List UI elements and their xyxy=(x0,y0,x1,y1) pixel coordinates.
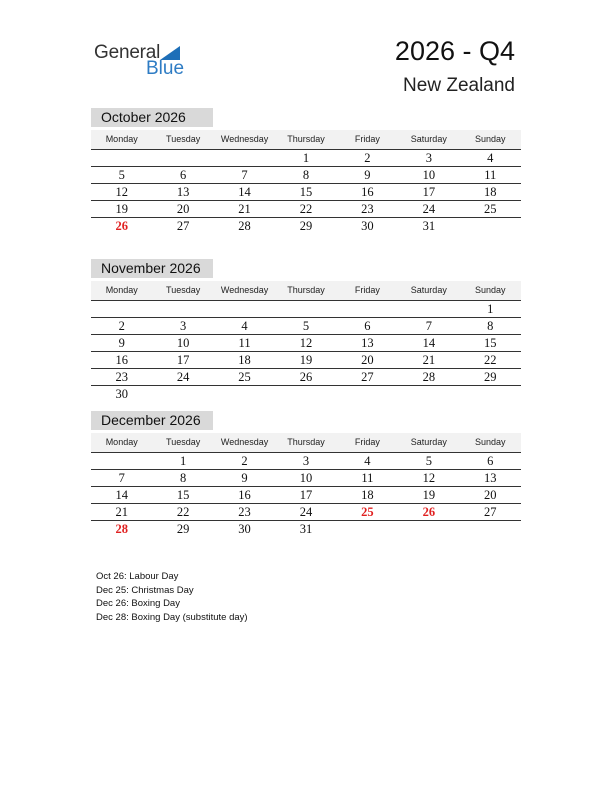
holiday-note: Dec 28: Boxing Day (substitute day) xyxy=(96,611,248,623)
day-cell: 17 xyxy=(176,353,190,367)
day-cell: 11 xyxy=(361,471,374,485)
week-row xyxy=(91,386,521,402)
empty-day-cell xyxy=(214,301,275,317)
day-cell: 31 xyxy=(422,219,436,233)
weekday-label: Saturday xyxy=(410,134,447,144)
day-cell: 15 xyxy=(299,185,313,199)
empty-day-cell xyxy=(214,386,275,402)
day-cell: 26 xyxy=(115,219,128,233)
day-cell: 31 xyxy=(299,522,313,536)
month-december xyxy=(91,411,521,537)
day-cell: 13 xyxy=(483,471,497,485)
day-cell: 21 xyxy=(238,202,251,216)
month-header: December 2026 xyxy=(91,411,213,430)
day-cell: 6 xyxy=(487,454,494,468)
day-cell: 30 xyxy=(238,522,251,536)
day-cell: 18 xyxy=(361,488,374,502)
day-cell: 13 xyxy=(361,336,374,350)
day-cell: 4 xyxy=(241,319,248,333)
day-cell: 14 xyxy=(238,185,251,199)
day-cell: 6 xyxy=(180,168,187,182)
day-cell: 23 xyxy=(238,505,251,519)
weekday-label: Sunday xyxy=(474,134,506,144)
weekday-label: Sunday xyxy=(474,437,506,447)
day-cell: 16 xyxy=(238,488,251,502)
day-cell: 17 xyxy=(422,185,436,199)
month-november xyxy=(91,259,521,402)
day-cell: 15 xyxy=(176,488,190,502)
day-cell: 25 xyxy=(483,202,497,216)
holiday-notes xyxy=(96,570,248,624)
week-row xyxy=(91,218,521,234)
week-row xyxy=(91,318,521,335)
day-cell: 3 xyxy=(302,454,310,468)
weekday-label: Tuesday xyxy=(166,285,201,295)
day-cell: 29 xyxy=(176,522,190,536)
day-cell: 17 xyxy=(299,488,313,502)
day-cell: 4 xyxy=(487,151,494,165)
weekday-label: Friday xyxy=(354,437,380,447)
week-row xyxy=(91,335,521,352)
week-row xyxy=(91,352,521,369)
week-row xyxy=(91,167,521,184)
weekday-label: Friday xyxy=(354,285,380,295)
day-cell: 10 xyxy=(299,471,313,485)
country-name: New Zealand xyxy=(403,75,515,96)
day-cell: 19 xyxy=(422,488,436,502)
empty-day-cell xyxy=(214,150,275,166)
weekday-label: Friday xyxy=(354,134,380,144)
weekday-label: Thursday xyxy=(287,134,325,144)
day-cell: 18 xyxy=(238,353,251,367)
day-cell: 22 xyxy=(483,353,497,367)
day-cell: 20 xyxy=(483,488,497,502)
empty-day-cell xyxy=(337,301,398,317)
day-cell: 22 xyxy=(176,505,190,519)
empty-day-cell xyxy=(91,301,152,317)
day-cell: 30 xyxy=(115,387,128,401)
day-cell: 10 xyxy=(176,336,190,350)
day-cell: 25 xyxy=(361,505,374,519)
weekday-label: Monday xyxy=(105,134,138,144)
day-cell: 7 xyxy=(425,319,432,333)
holiday-note: Dec 26: Boxing Day xyxy=(96,598,180,610)
empty-day-cell xyxy=(152,301,213,317)
day-cell: 27 xyxy=(361,370,374,384)
weekday-label: Wednesday xyxy=(220,285,269,295)
day-cell: 5 xyxy=(425,454,432,468)
weekday-header-row xyxy=(91,433,521,453)
day-cell: 1 xyxy=(180,454,187,468)
day-cell: 18 xyxy=(483,185,497,199)
day-cell: 8 xyxy=(487,319,494,333)
week-row xyxy=(91,184,521,201)
day-cell: 24 xyxy=(176,370,190,384)
day-cell: 29 xyxy=(483,370,497,384)
month-october xyxy=(91,108,521,234)
empty-day-cell xyxy=(398,521,459,537)
day-cell: 2 xyxy=(364,151,371,165)
day-cell: 27 xyxy=(483,505,497,519)
weekday-label: Tuesday xyxy=(166,134,201,144)
day-cell: 7 xyxy=(118,471,125,485)
day-cell: 15 xyxy=(483,336,497,350)
day-cell: 6 xyxy=(364,319,371,333)
day-cell: 8 xyxy=(180,471,187,485)
week-row xyxy=(91,301,521,318)
day-cell: 12 xyxy=(422,471,436,485)
day-cell: 1 xyxy=(487,302,494,316)
generalblue-logo xyxy=(94,42,194,78)
month-header: November 2026 xyxy=(91,259,213,278)
week-row xyxy=(91,504,521,521)
day-cell: 24 xyxy=(422,202,436,216)
day-cell: 5 xyxy=(118,168,125,182)
day-cell: 2 xyxy=(118,319,125,333)
weekday-label: Wednesday xyxy=(220,437,269,447)
weekday-label: Thursday xyxy=(287,437,325,447)
empty-day-cell xyxy=(275,301,336,317)
empty-day-cell xyxy=(152,150,213,166)
day-cell: 26 xyxy=(299,370,313,384)
week-row xyxy=(91,369,521,386)
day-cell: 21 xyxy=(115,505,128,519)
day-cell: 14 xyxy=(422,336,436,350)
logo-word-blue: Blue xyxy=(146,58,185,79)
empty-day-cell xyxy=(91,150,152,166)
day-cell: 20 xyxy=(361,353,374,367)
day-cell: 23 xyxy=(361,202,374,216)
week-row xyxy=(91,487,521,504)
weekday-header-row xyxy=(91,281,521,301)
holiday-note: Oct 26: Labour Day xyxy=(96,571,179,582)
page-title: 2026 - Q4 xyxy=(394,36,515,66)
day-cell: 7 xyxy=(241,168,248,182)
day-cell: 30 xyxy=(361,219,374,233)
day-cell: 21 xyxy=(422,353,436,367)
day-cell: 19 xyxy=(115,202,128,216)
day-cell: 12 xyxy=(115,185,128,199)
empty-day-cell xyxy=(398,386,459,402)
empty-day-cell xyxy=(460,521,521,537)
day-cell: 16 xyxy=(361,185,374,199)
empty-day-cell xyxy=(275,386,336,402)
day-cell: 23 xyxy=(115,370,128,384)
weekday-label: Tuesday xyxy=(166,437,201,447)
weekday-label: Saturday xyxy=(410,437,447,447)
empty-day-cell xyxy=(460,386,521,402)
day-cell: 12 xyxy=(299,336,313,350)
day-cell: 11 xyxy=(484,168,497,182)
weekday-label: Wednesday xyxy=(220,134,269,144)
weekday-label: Monday xyxy=(105,285,138,295)
day-cell: 27 xyxy=(176,219,190,233)
logo-word-general: General xyxy=(94,42,161,63)
day-cell: 9 xyxy=(118,336,125,350)
day-cell: 1 xyxy=(302,151,310,165)
empty-day-cell xyxy=(337,386,398,402)
empty-day-cell xyxy=(337,521,398,537)
empty-day-cell xyxy=(91,453,152,469)
day-cell: 22 xyxy=(299,202,313,216)
empty-day-cell xyxy=(152,386,213,402)
weekday-header-row xyxy=(91,130,521,150)
day-cell: 4 xyxy=(364,454,371,468)
day-cell: 24 xyxy=(299,505,313,519)
day-cell: 2 xyxy=(241,454,248,468)
empty-day-cell xyxy=(460,218,521,234)
week-row xyxy=(91,521,521,537)
day-cell: 11 xyxy=(238,336,251,350)
day-cell: 25 xyxy=(238,370,251,384)
week-row xyxy=(91,470,521,487)
day-cell: 9 xyxy=(364,168,371,182)
weekday-label: Sunday xyxy=(474,285,506,295)
day-cell: 20 xyxy=(176,202,190,216)
empty-day-cell xyxy=(398,301,459,317)
weekday-label: Monday xyxy=(105,437,138,447)
day-cell: 16 xyxy=(115,353,128,367)
day-cell: 10 xyxy=(422,168,436,182)
weekday-label: Thursday xyxy=(287,285,325,295)
holiday-note: Dec 25: Christmas Day xyxy=(96,584,194,596)
day-cell: 28 xyxy=(422,370,436,384)
day-cell: 29 xyxy=(299,219,313,233)
week-row xyxy=(91,201,521,218)
month-header: October 2026 xyxy=(91,108,213,127)
day-cell: 26 xyxy=(422,505,436,519)
week-row xyxy=(91,150,521,167)
day-cell: 3 xyxy=(425,151,432,165)
weekday-label: Saturday xyxy=(410,285,447,295)
day-cell: 13 xyxy=(176,185,190,199)
day-cell: 19 xyxy=(299,353,313,367)
week-row xyxy=(91,453,521,470)
day-cell: 14 xyxy=(115,488,128,502)
day-cell: 28 xyxy=(115,522,128,536)
day-cell: 28 xyxy=(238,219,251,233)
day-cell: 8 xyxy=(302,168,310,182)
day-cell: 3 xyxy=(180,319,187,333)
day-cell: 5 xyxy=(302,319,310,333)
day-cell: 9 xyxy=(241,471,248,485)
